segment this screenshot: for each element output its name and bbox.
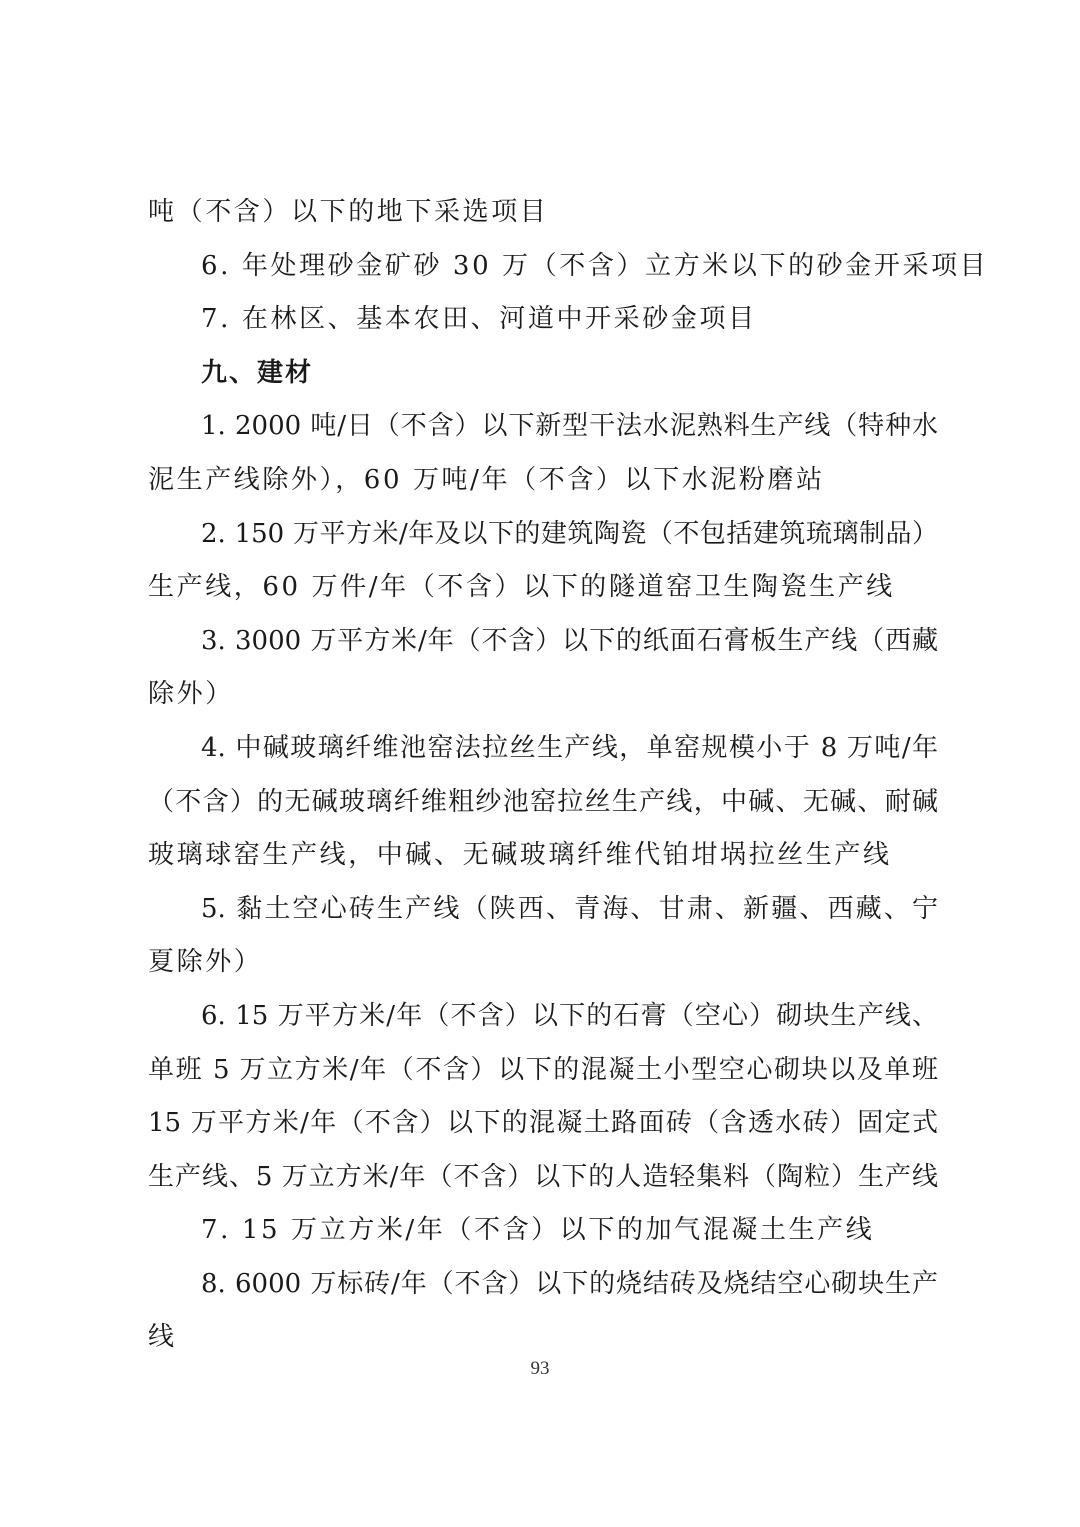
page-number: 93 bbox=[530, 1358, 550, 1379]
list-item: 6. 年处理砂金矿砂 30 万（不含）立方米以下的砂金开采项目 bbox=[201, 250, 989, 281]
text-line: 线 bbox=[148, 1322, 177, 1353]
list-item: 4. 中碱玻璃纤维池窑法拉丝生产线，单窑规模小于 8 万吨/年 bbox=[201, 732, 938, 763]
list-item: 8. 6000 万标砖/年（不含）以下的烧结砖及烧结空心砌块生产 bbox=[201, 1268, 938, 1299]
list-item: 7. 在林区、基本农田、河道中开采砂金项目 bbox=[201, 304, 757, 335]
text-line: 单班 5 万立方米/年（不含）以下的混凝土小型空心砌块以及单班 bbox=[148, 1054, 938, 1085]
list-item: 6. 15 万平方米/年（不含）以下的石膏（空心）砌块生产线、 bbox=[201, 1000, 938, 1031]
text-line: 夏除外） bbox=[148, 947, 263, 978]
list-item: 3. 3000 万平方米/年（不含）以下的纸面石膏板生产线（西藏 bbox=[201, 625, 938, 656]
text-line: 吨（不含）以下的地下采选项目 bbox=[148, 197, 549, 227]
text-line: 玻璃球窑生产线，中碱、无碱玻璃纤维代铂坩埚拉丝生产线 bbox=[148, 840, 892, 871]
list-item: 5. 黏土空心砖生产线（陕西、青海、甘肃、新疆、西藏、宁 bbox=[201, 893, 938, 924]
section-heading: 九、建材 bbox=[201, 357, 314, 388]
text-line: 生产线、5 万立方米/年（不含）以下的人造轻集料（陶粒）生产线 bbox=[148, 1161, 938, 1192]
text-line: 生产线，60 万件/年（不含）以下的隧道窑卫生陶瓷生产线 bbox=[148, 572, 895, 603]
text-line: 泥生产线除外），60 万吨/年（不含）以下水泥粉磨站 bbox=[148, 464, 825, 495]
list-item: 1. 2000 吨/日（不含）以下新型干法水泥熟料生产线（特种水 bbox=[201, 411, 938, 442]
list-item: 7. 15 万立方米/年（不含）以下的加气混凝土生产线 bbox=[201, 1215, 875, 1246]
text-line: （不含）的无碱玻璃纤维粗纱池窑拉丝生产线，中碱、无碱、耐碱 bbox=[148, 786, 938, 817]
text-line: 除外） bbox=[148, 679, 234, 710]
list-item: 2. 150 万平方米/年及以下的建筑陶瓷（不包括建筑琉璃制品） bbox=[201, 518, 938, 549]
document-body bbox=[148, 186, 989, 1365]
text-line: 15 万平方米/年（不含）以下的混凝土路面砖（含透水砖）固定式 bbox=[148, 1108, 938, 1139]
